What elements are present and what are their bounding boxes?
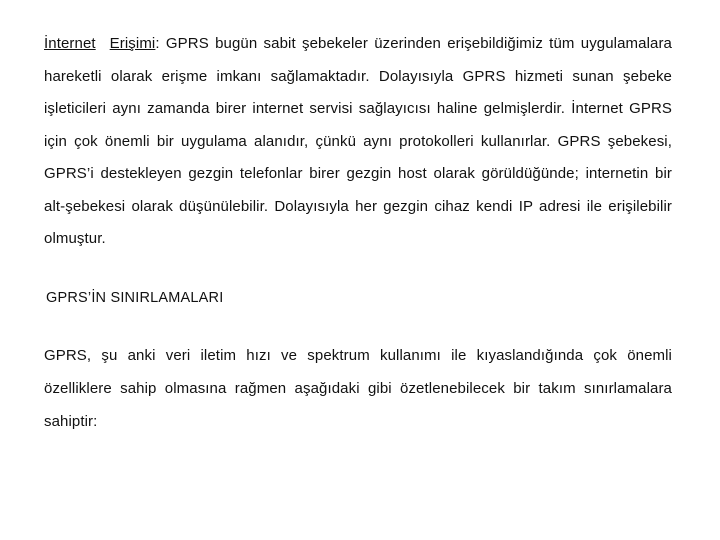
term-internet: İnternet <box>44 35 96 52</box>
limitations-paragraph: GPRS, şu anki veri iletim hızı ve spektrum kullanımı ile kıyaslandığında çok önemli özelliklere sahip olmasına rağmen aşağıdaki gibi özetlenebilecek bir takım sınırlamalara sahiptir: <box>44 347 672 430</box>
term-colon: : <box>155 35 160 52</box>
term-erisimi: Erişimi <box>109 35 156 52</box>
intro-paragraph <box>44 28 672 256</box>
intro-text: GPRS bugün sabit şebekeler üzerinden erişebildiğimiz tüm uygulamalara hareketli olarak erişme imkanı sağlamaktadır. Dolayısıyla GPRS hizmeti sunan şebeke işleticileri aynı zamanda birer internet servisi sağlayıcısı haline gelmişlerdir. İnternet GPRS için çok önemli bir uygulama alanıdır, çünkü aynı protokolleri kullanırlar. GPRS şebekesi, GPRS’i destekleyen gezgin telefonlar birer gezgin host olarak görüldüğünde; internetin bir alt-şebekesi olarak düşünülebilir. Dolayısıyla her gezgin cihaz kendi IP adresi ile erişilebilir olmuştur. <box>44 35 672 247</box>
section-heading: GPRS’İN SINIRLAMALARI <box>46 290 224 306</box>
